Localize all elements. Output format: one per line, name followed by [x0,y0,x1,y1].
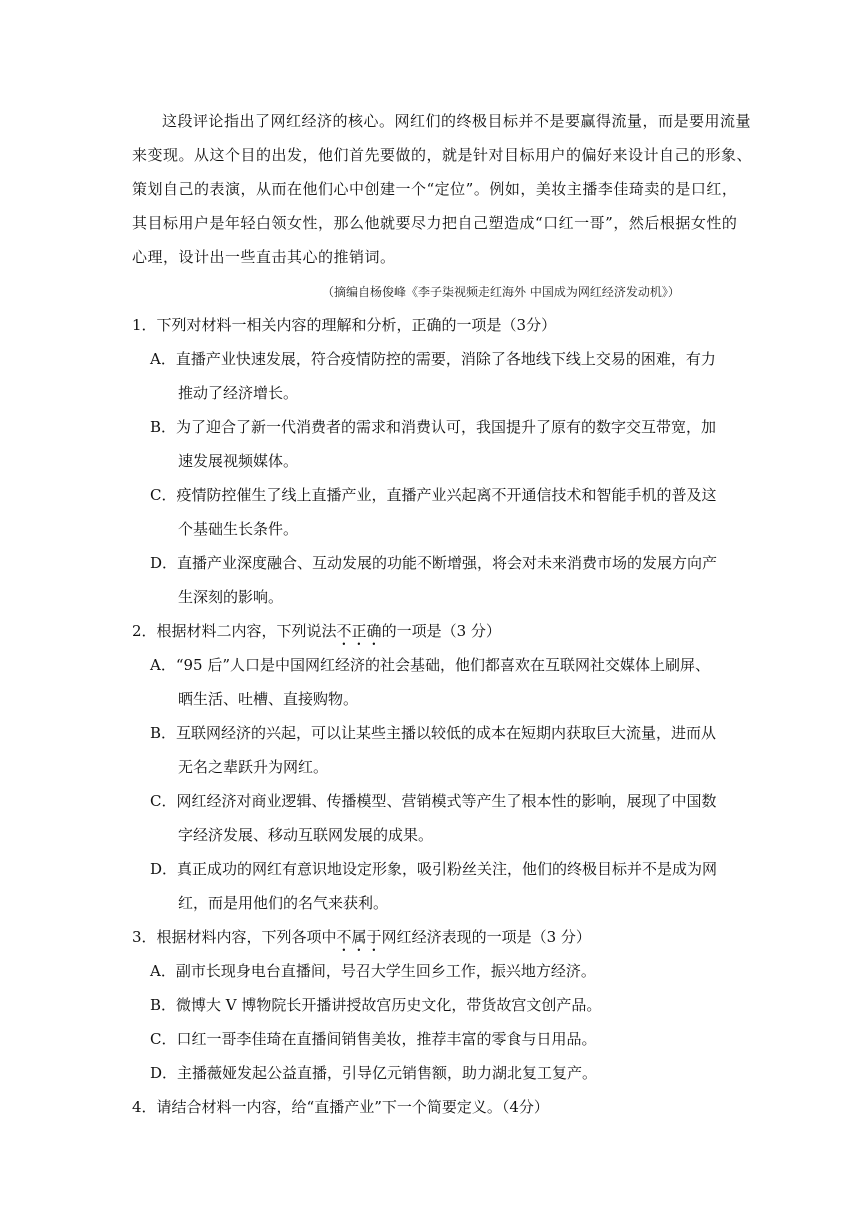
option-line: 红，而是用他们的名气来获利。 [178,894,389,912]
stem-emphasis: 不正确 [336,622,382,640]
stem-text: 3．根据材料内容，下列各项中 [132,928,337,946]
option-line: A．直播产业快速发展，符合疫情防控的需要，消除了各地线下线上交易的困难，有力 [150,350,716,368]
option-line: C．疫情防控催生了线上直播产业，直播产业兴起离不开通信技术和智能手机的普及这 [150,486,717,504]
option-line: 速发展视频媒体。 [178,452,299,470]
option-line: D．真正成功的网红有意识地设定形象，吸引粉丝关注，他们的终极目标并不是成为网 [150,860,718,878]
option-line: 晒生活、吐槽、直接购物。 [178,690,359,708]
option-line: C．网红经济对商业逻辑、传播模型、营销模式等产生了根本性的影响，展现了中国数 [150,792,717,810]
option-line: 字经济发展、移动互联网发展的成果。 [178,826,434,844]
option-line: D．直播产业深度融合、互动发展的功能不断增强，将会对未来消费市场的发展方向产 [150,554,718,572]
option-line: B．互联网经济的兴起，可以让某些主播以较低的成本在短期内获取巨大流量，进而从 [150,724,717,742]
passage-line: 其目标用户是年轻白领女性，那么他就要尽力把自己塑造成“口红一哥”，然后根据女性的 [132,214,738,232]
question-stem [132,1097,549,1117]
stem-text: 网红经济表现的一项是（3 分） [381,928,591,946]
stem-emphasis: 不属于 [336,928,382,946]
question-stem [132,927,591,955]
option-line: 推动了经济增长。 [178,384,299,402]
passage-line: 心理，设计出一些直击其心的推销词。 [132,248,396,266]
passage-line: 策划自己的表演，从而在他们心中创建一个“定位”。例如，美妆主播李佳琦卖的是口红， [132,180,738,198]
option-line: A．“95 后”人口是中国网红经济的社会基础，他们都喜欢在互联网社交媒体上刷屏、 [150,656,711,674]
option-line: 生深刻的影响。 [178,588,284,606]
stem-text: 1．下列对材料一相关内容的理解和分析，正确的一项是（3分） [132,316,557,334]
passage-line: 来变现。从这个目的出发，他们首先要做的，就是针对目标用户的偏好来设计自己的形象、 [132,146,753,164]
question-stem [132,315,556,335]
stem-text: 2．根据材料二内容，下列说法 [132,622,337,640]
passage-line: 这段评论指出了网红经济的核心。网红们的终极目标并不是要赢得流量，而是要用流量 [162,112,752,130]
passage-source: （摘编自杨俊峰《李子柒视频走红海外 中国成为网红经济发动机》） [322,285,680,299]
stem-text: 的一项是（3 分） [381,622,501,640]
stem-text: 4．请结合材料一内容，给“直播产业”下一个简要定义。（4分） [132,1098,549,1116]
option-line: 个基础生长条件。 [178,520,299,538]
option-line: B．为了迎合了新一代消费者的需求和消费认可，我国提升了原有的数字交互带宽，加 [150,418,717,436]
option-line: A．副市长现身电台直播间，号召大学生回乡工作，振兴地方经济。 [150,962,596,980]
question-stem [132,621,501,649]
option-line: C．口红一哥李佳琦在直播间销售美妆，推荐丰富的零食与日用品。 [150,1030,597,1048]
option-line: D．主播薇娅发起公益直播，引导亿元销售额，助力湖北复工复产。 [150,1064,598,1082]
option-line: 无名之辈跃升为网红。 [178,758,329,776]
option-line: B．微博大 V 博物院长开播讲授故宫历史文化，带货故宫文创产品。 [150,996,602,1014]
